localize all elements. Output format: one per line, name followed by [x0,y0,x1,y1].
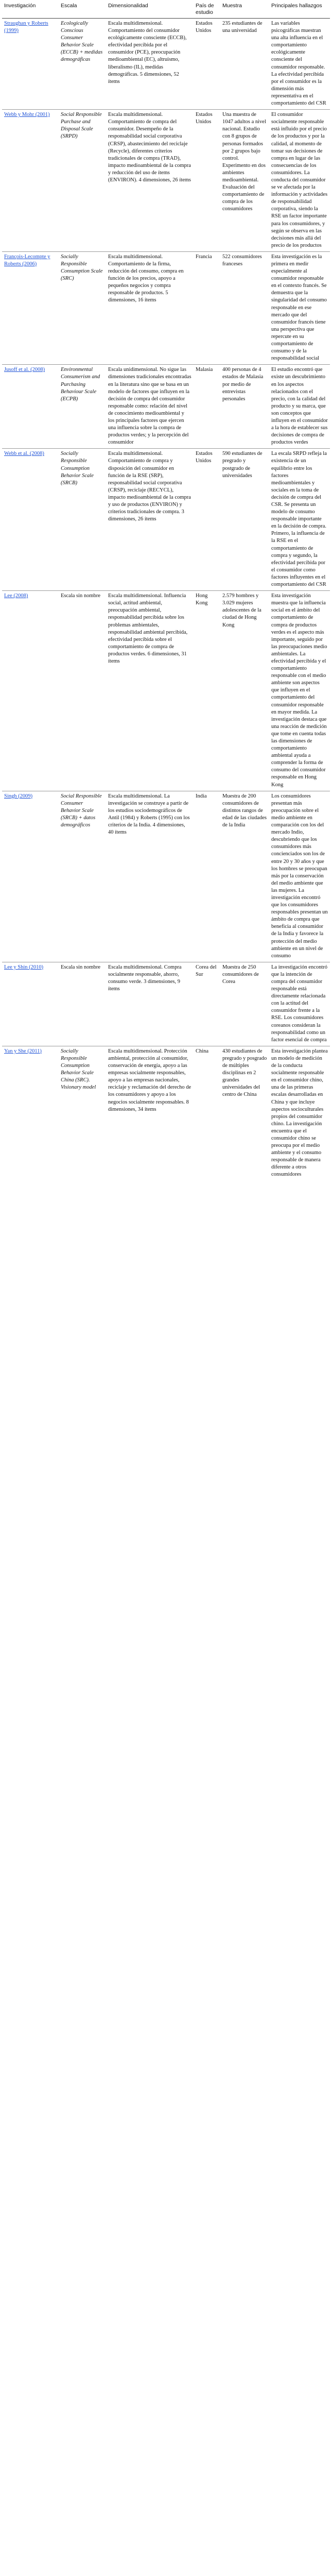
header-pais: País de estudio [194,1,220,19]
table-row [2,591,330,791]
country-cell: Estados Unidos [194,449,220,591]
table-row [2,962,330,1046]
reference-link[interactable]: Singh (2009) [4,793,33,799]
findings-cell: El estudio encontró que existe un descubrimiento en los aspectos relacionados con el precio, con la calidad del producto y su marca, que son conceptos que influyen en el consumidor a la hora de establecer sus decisiones de compra de productos verdes [269,365,330,449]
country-cell: Francia [194,251,220,364]
dimensionality-cell: Escala multidimensional. Comportamiento de compra del consumidor. Desempeño de la responsabilidad social corporativa (CRSP), abastecimiento del reciclaje (Recycle), diferentes criterios tradicionales de compra (TRAD), impacto medioambiental de la compra y reducción del uso de ítems (ENVIRON). 4 dimensiones, 26 ítems [106,110,194,252]
dimensionality-cell: Escala multidimensional. Comportamiento del consumidor ecológicamente consciente (ECCB), efectividad percibida por el consumidor (PCE), preocupación medioambiental (EC), altruismo, liberalismo (IL), medidas demográficas. 5 dimensiones, 52 ítems [108,21,187,84]
table-row [2,791,330,962]
sample-cell: Muestra de 200 consumidores de distintos rangos de edad de las ciudades de la India [220,791,269,962]
country-cell: Malasia [194,365,220,449]
findings-cell: Esta investigación es la primera en medir especialmente al consumidor responsable en el contexto francés. Se demuestra que la singularidad del consumo responsable en ese mercado que del consumidor francés tiene una perspectiva que repercute en su comportamiento de consumo y de la responsabilidad social [269,251,330,364]
sample-cell: 400 personas de 4 estados de Malasia por medio de entrevistas personales [220,365,269,449]
reference-link[interactable]: Jusoff et al. (2008) [4,367,45,373]
dimensionality-cell: Escala multidimensional. La investigación se construye a partir de los estudios sociodemográficos de Antil (1984) y Roberts (1995) con los criterios de la India. 4 dimensiones, 40 ítems [106,791,194,962]
country-cell: Hong Kong [194,591,220,791]
scale-cell: Escala sin nombre [59,591,106,791]
dimensionality-cell: Escala multidimensional. Protección ambiental, protección al consumidor, conservación de energía, apoyo a las empresas socialmente responsables, apoyo a las empresas nacionales, reciclaje y reclamación del derecho de los consumidores y apoyo a los negocios socialmente responsables. 8 dimensiones, 34 ítems [106,1046,194,1180]
sample-cell: 2.579 hombres y 3.029 mujeres adolescentes de la ciudad de Hong Kong [220,591,269,791]
reference-link[interactable]: Webb y Mohr (2001) [4,112,50,118]
table-row [2,19,330,110]
scale-cell: Social Responsible Consumer Behavior Scale (SRCB) + datos demográficos [59,791,106,962]
header-muestra: Muestra [220,1,269,19]
table-row [2,365,330,449]
sample-cell: 430 estudiantes de pregrado y posgrado de múltiples disciplinas en 2 grandes universidades del centro de China [220,1046,269,1180]
sample-cell: 522 consumidores franceses [220,251,269,364]
findings-cell: La escala SRPD refleja la existencia de un equilibrio entre los factores medioambientales y sociales en la toma de decisión de compra del CSR. Se presenta un modelo de consumo responsable importante en la decisión de compra. Primero, la influencia de la RSE en el comportamiento de compra y segundo, la efectividad percibida por el consumidor como factores influyentes en el comportamiento del CSR [269,449,330,591]
sample-cell: 235 estudiantes de una universidad [222,21,263,34]
findings-cell: La investigación encontró que la intención de compra del consumidor responsable está directamente relacionada con la actitud del consumidor frente a la RSE. Los consumidores coreanos consideran la responsabilidad como un factor esencial de compra [269,962,330,1046]
reference-link[interactable]: Straughan y Roberts (1999) [4,21,48,34]
scale-cell: Social Responsible Purchase and Disposal Scale (SRPD) [59,110,106,252]
dimensionality-cell: Escala multidimensional. Comportamiento de la firma, reducción del consumo, compra en función de los precios, apoyo a pequeños negocios y compra responsable de productos. 5 dimensiones, 16 ítems [106,251,194,364]
header-dimensionalidad: Dimensionalidad [106,1,194,19]
scale-cell: Socially Responsible Consumption Scale (SRC) [59,251,106,364]
table-header-row [2,1,330,19]
sample-cell: Muestra de 250 consumidores de Corea [220,962,269,1046]
scale-cell: Escala sin nombre [59,962,106,1046]
reference-link[interactable]: Yan y She (2011) [4,1048,42,1054]
table-row [2,1046,330,1180]
reference-link[interactable]: Lee y Shin (2010) [4,964,44,970]
table-row [2,251,330,364]
findings-cell: Esta investigación muestra que la influencia social en el ámbito del comportamiento de compra de productos verdes es el aspecto más importante, seguido por las preocupaciones medio ambientales. La efectividad percibida y el comportamiento responsable con el medio ambiente son aspectos que influyen en el comportamiento del consumidor responsable en mayor medida. La investigación destaca que una reacción de medición que tome en cuenta todas las dimensiones de comportamiento ambiental ayuda a comprender la forma de consumo del consumidor responsable en Hong Kong [269,591,330,791]
dimensionality-cell: Escala multidimensional. Comportamiento de compra y disposición del consumidor en función de la RSE (SRP), responsabilidad social corporativa (CRSP), reciclaje (RECYCL), impacto medioambiental de la compra y uso de productos (ENVIRON) y criterios tradicionales de compra. 3 dimensiones, 26 ítems [106,449,194,591]
table-row [2,110,330,252]
country-cell: China [194,1046,220,1180]
country-cell: Estados Unidos [196,21,213,34]
scale-cell: Socially Responsible Consumption Behavior Scale China (SRC). Visionary model [59,1046,106,1180]
header-hallazgos: Principales hallazgos [269,1,330,19]
header-investigacion: Investigación [2,1,59,19]
reference-link[interactable]: Webb et al. (2008) [4,451,44,457]
sample-cell: Una muestra de 1047 adultos a nivel nacional. Estudio con 8 grupos de personas formados por 2 grupos bajo control. Experimento en dos ambientes medioambiental. Evaluación del comportamiento de compra de los consumidores [220,110,269,252]
literature-review-page [0,0,332,1186]
dimensionality-cell: Escala unidimensional. No sigue las dimensiones tradicionales encontradas en la literatura sino que se basa en un modelo de factores que influyen en la decisión de compra del consumidor responsable como: relación del nivel de conocimiento medioambiental y los principales factores que ejercen una influencia sobre la compra de productos verdes; y la percepción del consumidor [106,365,194,449]
country-cell: Estados Unidos [194,110,220,252]
findings-cell: Los consumidores presentan más preocupación sobre el medio ambiente en comparación con los del mercado Indio, descubriendo que los consumidores más concienciados son los de entre 20 y 30 años y que los hombres se preocupan más por la conservación del medio ambiente que las mujeres. La investigación encontró que los consumidores responsables presentan un ámbito de compra que beneficia al consumidor de la India y favorece la protección del medio ambiente en un nivel de consumo [269,791,330,962]
findings-cell: El consumidor socialmente responsable está influido por el precio de los productos y por la calidad, al momento de tomar sus decisiones de compra en lugar de las consecuencias de los consumidores. La conducta del consumidor se ve afectada por la información y actividades de responsabilidad corporativa, siendo la RSE un factor importante para los consumidores, y según se observa en las decisiones más allá del precio de los productos [269,110,330,252]
findings-cell: Esta investigación plantea un modelo de medición de la conducta socialmente responsable en el consumidor chino, una de las primeras escalas desarrolladas en China y que incluye aspectos socioculturales propios del consumidor chino. La investigación encuentra que el consumidor chino se preocupa por el medio ambiente y el consumo responsable de manera diferente a otros consumidores [269,1046,330,1180]
scale-cell: Socially Responsible Consumption Behavior Scale (SRCB) [59,449,106,591]
sample-cell: 590 estudiantes de pregrado y postgrado de universidades [220,449,269,591]
reference-link[interactable]: Lee (2008) [4,593,28,599]
scale-cell: Ecologically Conscious Consumer Behavior Scale (ECCB) + medidas demográficas [61,21,103,63]
reference-link[interactable]: François-Lecompte y Roberts (2006) [4,253,50,267]
country-cell: Corea del Sur [194,962,220,1046]
scale-cell: Environmental Consumerism and Purchasing Behaviour Scale (ECPB) [59,365,106,449]
dimensionality-cell: Escala multidimensional. Influencia social, actitud ambiental, preocupación ambiental, responsabilidad percibida sobre los problemas ambientales, responsabilidad ambiental percibida, efectividad percibida sobre el comportamiento de compra de productos verdes. 6 dimensiones, 31 ítems [106,591,194,791]
findings-cell: Las variables psicográficas muestran una alta influencia en el comportamiento ecológicamente consciente del consumidor responsable. La efectividad percibida por el consumidor es la dimensión más representativa en el comportamiento del CSR [271,21,326,107]
table-row [2,449,330,591]
header-escala: Escala [59,1,106,19]
dimensionality-cell: Escala multidimensional. Compra socialmente responsable, ahorro, consumo verde. 3 dimensiones, 9 ítems [106,962,194,1046]
country-cell: India [194,791,220,962]
scales-review-table [2,1,330,1181]
